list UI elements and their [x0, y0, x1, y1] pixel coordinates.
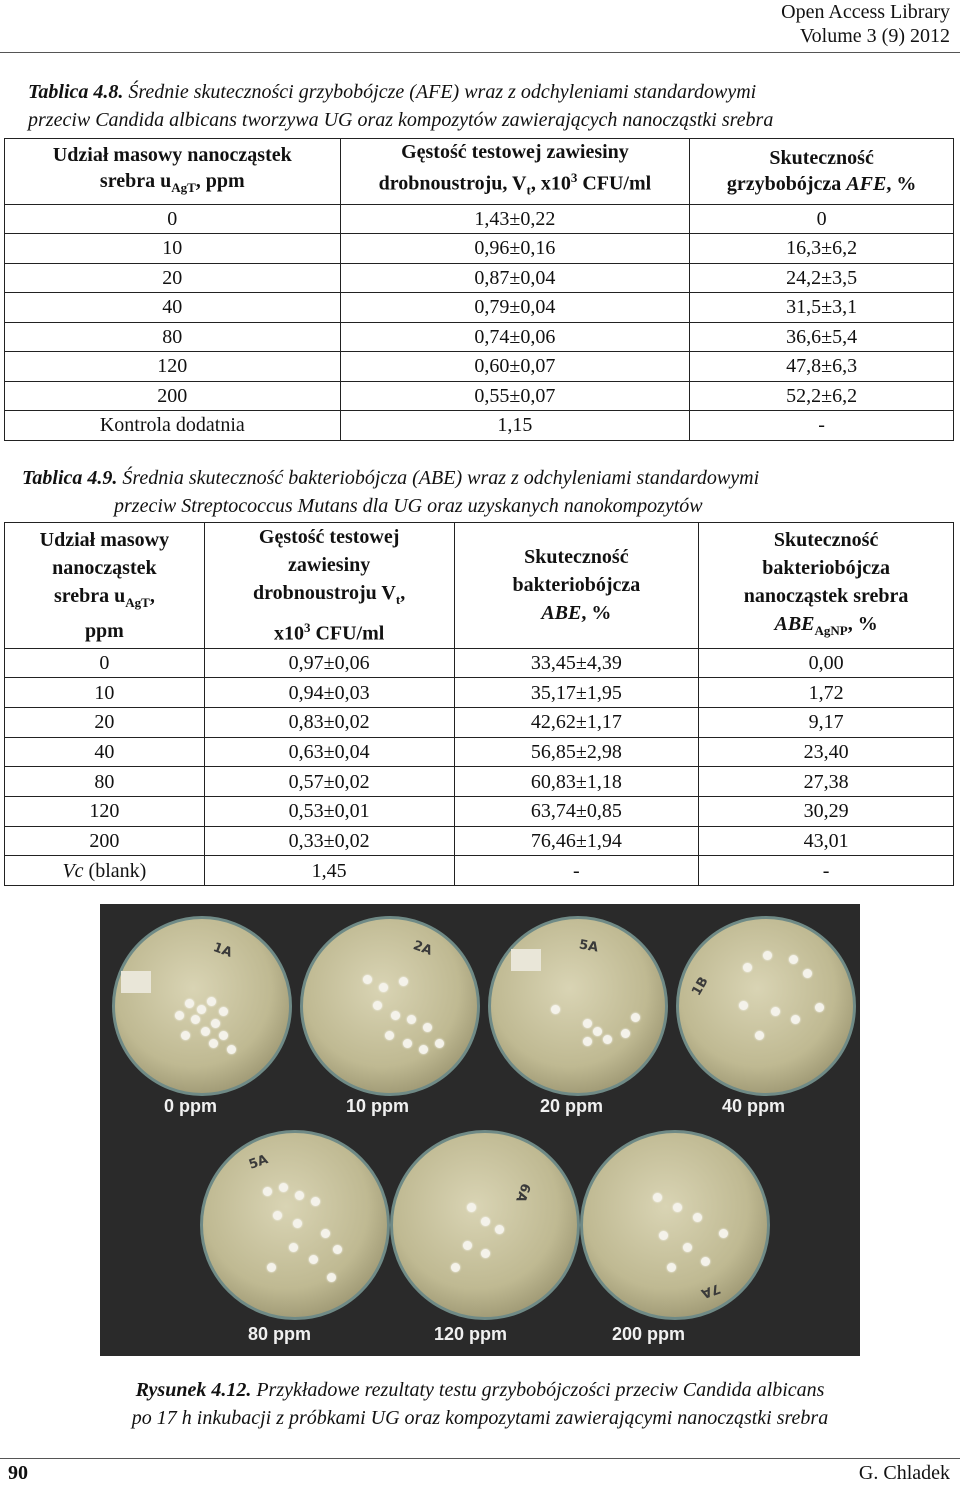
- table-row: 40 0,63±0,04 56,85±2,98 23,40: [5, 737, 954, 767]
- table-row: 40 0,79±0,04 31,5±3,1: [5, 293, 954, 323]
- table-row: 20 0,87±0,04 24,2±3,5: [5, 263, 954, 293]
- vc-blank-cell: Vc (blank): [5, 856, 205, 886]
- table-row: 10 0,94±0,03 35,17±1,95 1,72: [5, 678, 954, 708]
- journal-volume: Volume 3 (9) 2012: [799, 25, 950, 47]
- table1-header-density: Gęstość testowej zawiesiny drobnoustroju, $V_t$, $x10^3$ CFU/ml: [340, 139, 690, 205]
- petri-dish-20ppm: 5A: [488, 916, 668, 1096]
- table-row: 120 0,53±0,01 63,74±0,85 30,29: [5, 797, 954, 827]
- table-row: 80 0,74±0,06 36,6±5,4: [5, 322, 954, 352]
- table2-caption-line1: Średnia skuteczność bakteriobójcza (ABE) wraz z odchyleniami standardowymi: [122, 467, 760, 489]
- table1-label: Tablica 4.8.: [28, 81, 124, 103]
- table1-header-row: [5, 139, 954, 205]
- petri-dish-0ppm: 1A: [112, 916, 292, 1096]
- plate-label-20ppm: 20 ppm: [540, 1096, 604, 1116]
- page-number: 90: [8, 1462, 28, 1484]
- table2-label: Tablica 4.9.: [22, 467, 118, 489]
- table-row: 120 0,60±0,07 47,8±6,3: [5, 352, 954, 382]
- table-row: 20 0,83±0,02 42,62±1,17 9,17: [5, 708, 954, 738]
- table2-header-abe-agnp: Skuteczność bakteriobójcza nanocząstek srebra $ABE_{AgNP}$, %: [699, 523, 954, 649]
- plate-label-200ppm: 200 ppm: [612, 1324, 686, 1344]
- author-name: G. Chladek: [858, 1462, 950, 1484]
- table-row: 200 0,33±0,02 76,46±1,94 43,01: [5, 826, 954, 856]
- plate-label-40ppm: 40 ppm: [722, 1096, 786, 1116]
- petri-dish-200ppm: 7A: [580, 1130, 770, 1320]
- table1-caption-line2: przeciw Candida albicans tworzywa UG oraz kompozytów zawierających nanocząstki srebra: [28, 109, 774, 131]
- table2-caption-line2: przeciw Streptococcus Mutans dla UG oraz uzyskanych nanokompozytów: [114, 495, 703, 517]
- table-row: Kontrola dodatnia 1,15 -: [5, 411, 954, 441]
- plate-label-0ppm: 0 ppm: [164, 1096, 218, 1116]
- table-row: 0 0,97±0,06 33,45±4,39 0,00: [5, 648, 954, 678]
- petri-dish-80ppm: 5A: [200, 1130, 390, 1320]
- table-row: Vc (blank) 1,45 - -: [5, 856, 954, 886]
- figure-caption-line1: Przykładowe rezultaty testu grzybobójczości przeciw Candida albicans: [256, 1379, 825, 1401]
- table-row: 80 0,57±0,02 60,83±1,18 27,38: [5, 767, 954, 797]
- table1-header-share: Udział masowy nanocząstek srebra $u_{AgT}$, ppm: [5, 139, 341, 205]
- table2-header-share: Udział masowy nanocząstek srebra $u_{AgT}$, ppm: [5, 523, 205, 649]
- header-divider: [0, 52, 960, 53]
- petri-dish-10ppm: 2A: [300, 916, 480, 1096]
- journal-header: [781, 0, 950, 48]
- table-row: 0 1,43±0,22 0: [5, 204, 954, 234]
- journal-title: Open Access Library: [781, 1, 950, 23]
- plate-label-120ppm: 120 ppm: [434, 1324, 508, 1344]
- table2-header-density: Gęstość testowej zawiesiny drobnoustroju $V_t$, $x10^3$ CFU/ml: [204, 523, 454, 649]
- table1: [4, 138, 954, 441]
- figure-caption-line2: po 17 h inkubacji z próbkami UG oraz kompozytami zawierającymi nanocząstki srebra: [131, 1407, 829, 1429]
- footer-divider: [0, 1458, 960, 1459]
- petri-dish-120ppm: 6A: [390, 1130, 580, 1320]
- plate-label-80ppm: 80 ppm: [248, 1324, 312, 1344]
- figure-caption: [0, 1376, 960, 1432]
- figure-label: Rysunek 4.12.: [135, 1379, 252, 1401]
- table-row: 10 0,96±0,16 16,3±6,2: [5, 234, 954, 264]
- table-row: 200 0,55±0,07 52,2±6,2: [5, 381, 954, 411]
- petri-dish-40ppm: 1B: [676, 916, 856, 1096]
- table2: [4, 522, 954, 886]
- table2-header-abe: Skuteczność bakteriobójcza ABE, %: [454, 523, 699, 649]
- plate-label-10ppm: 10 ppm: [346, 1096, 410, 1116]
- table1-caption-line1: Średnie skuteczności grzybobójcze (AFE) wraz z odchyleniami standardowymi: [128, 81, 757, 103]
- table1-caption: [28, 78, 948, 134]
- table2-header-row: [5, 523, 954, 649]
- table1-header-afe: Skuteczność grzybobójcza AFE, %: [690, 139, 954, 205]
- petri-dish-photo: [100, 904, 860, 1356]
- table2-caption: [22, 464, 952, 520]
